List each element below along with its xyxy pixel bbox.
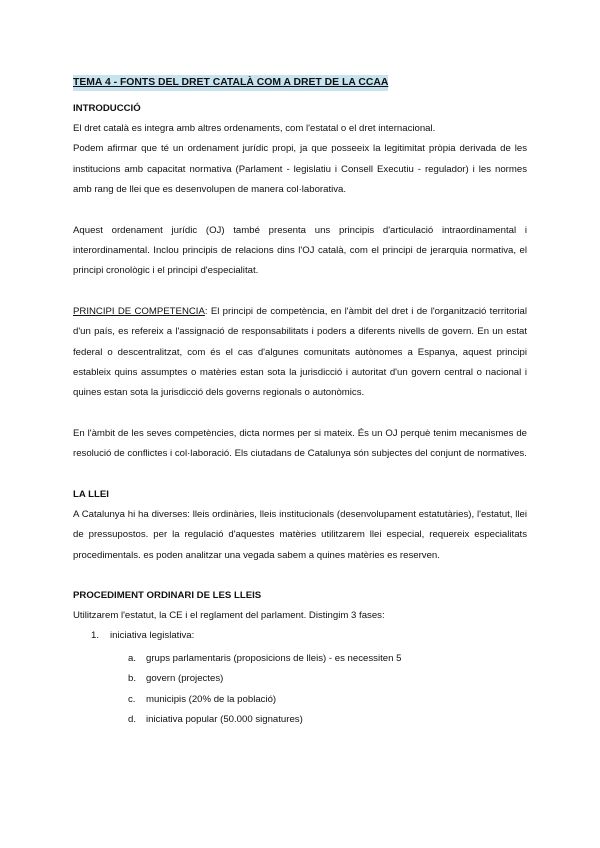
intro-heading: INTRODUCCIÓ: [73, 103, 141, 114]
list-marker: b.: [128, 673, 137, 685]
list-item-label: grups parlamentaris (proposicions de lleis) - es necessiten 5: [146, 652, 402, 664]
intro-paragraph-2: Podem afirmar que té un ordenament jurídic propi, ja que posseeix la legitimitat pròpia derivada de les institucions amb capacitat normativa (Parlament - legislatiu i Consell Executiu - regulador) i les normes amb rang de llei que es desenvolupen de manera col·laborativa.: [73, 143, 527, 196]
competencia-paragraph-2: En l'àmbit de les seves competències, dicta normes per si mateix. És un OJ perquè tenim mecanismes de resolució de conflictes i col·laboració. Els ciutadans de Catalunya són subjectes del conjunt de normatives.: [73, 427, 527, 460]
list-item: [73, 690, 527, 710]
list-item-label: iniciativa popular (50.000 signatures): [146, 713, 303, 725]
list-item: [73, 649, 527, 669]
llei-paragraph: A Catalunya hi ha diverses: lleis ordinàries, lleis institucionals (desenvolupament estatutàries), l'estatut, llei de pressupostos. per la regulació d'aquestes matèries utilitzarem llei especial, requereix especialitats procedimentals. es poden analitzar una vegada sabem a quines matèries es reserven.: [73, 508, 527, 561]
procediment-heading: PROCEDIMENT ORDINARI DE LES LLEIS: [73, 589, 262, 601]
list-item-label: municipis (20% de la població): [146, 693, 277, 705]
competencia-paragraph: [73, 302, 527, 404]
llei-heading: LA LLEI: [73, 488, 109, 500]
list-item: [73, 669, 527, 689]
competencia-text: : El principi de competència, en l'àmbit del dret i de l'organització territorial d'un país, es refereix a l'assignació de responsabilitats i poders a diferents nivells de govern. En un estat federal o descentralitzat, com és el cas d'algunes comunitats autònomes a Espanya, aquest principi estableix quins assumptes o matèries estan sota la jurisdicció i autoritat d'un govern central o nacional i quines estan sota la jurisdicció dels governs regionals o autonòmics.: [73, 305, 528, 399]
list-marker: c.: [128, 693, 136, 705]
list-item: [73, 626, 527, 646]
list-item: [73, 710, 527, 730]
list-marker: 1.: [91, 630, 100, 642]
intro-paragraph-3: Aquest ordenament jurídic (OJ) també presenta uns principis d'articulació intraordinamental i interordinamental. Inclou principis de relacions dins l'OJ català, com el principi de jerarquia normativa, el principi cronològic i el principi d'especialitat.: [73, 224, 527, 277]
document-title: TEMA 4 - FONTS DEL DRET CATALÀ COM A DRET DE LA CCAA: [73, 75, 388, 91]
list-item-label: iniciativa legislativa:: [110, 630, 195, 642]
list-item-label: govern (projectes): [146, 673, 224, 685]
fases-list: [73, 626, 527, 646]
list-marker: a.: [128, 652, 137, 664]
procediment-intro: Utilitzarem l'estatut, la CE i el reglament del parlament. Distingim 3 fases:: [73, 609, 385, 621]
competencia-label: PRINCIPI DE COMPETENCIA: [73, 305, 205, 317]
intro-paragraph-1: El dret català es integra amb altres ordenaments, com l'estatal o el dret internacional.: [73, 123, 436, 134]
list-marker: d.: [128, 713, 137, 725]
iniciativa-sublist: [73, 649, 527, 731]
